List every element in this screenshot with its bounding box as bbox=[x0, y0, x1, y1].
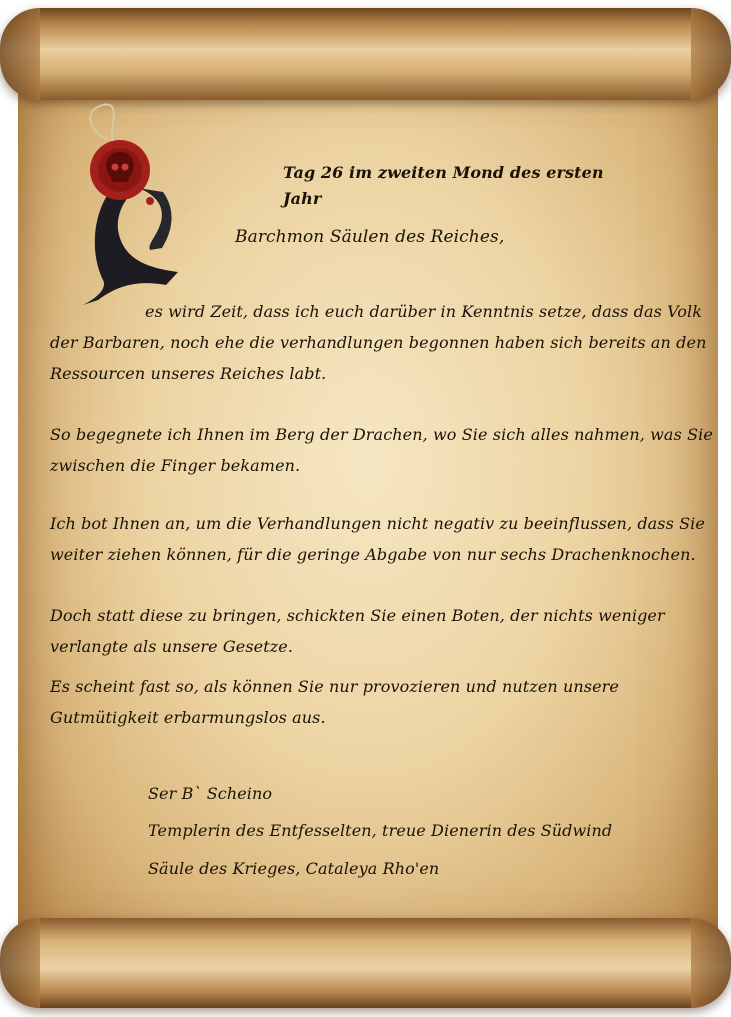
wax-seal-skull-icon bbox=[78, 100, 198, 305]
letter-paragraph-3 bbox=[50, 508, 705, 570]
signature-rank: Säule des Krieges, Cataleya Rho'en bbox=[148, 859, 440, 878]
paragraph-line: weiter ziehen können, für die geringe Abgabe von nur sechs Drachenknochen. bbox=[50, 545, 696, 564]
paragraph-line: Ressourcen unseres Reiches labt. bbox=[50, 364, 327, 383]
signature-name: Ser B` Scheino bbox=[148, 784, 273, 803]
letter-paragraph-1 bbox=[50, 296, 707, 389]
paragraph-line: verlangte als unsere Gesetze. bbox=[50, 637, 294, 656]
seal-bead bbox=[146, 197, 154, 205]
roll-edge-right bbox=[691, 8, 731, 100]
bottom-scroll-roll bbox=[0, 918, 731, 1008]
roll-edge-right bbox=[691, 918, 731, 1008]
paragraph-line: Gutmütigkeit erbarmungslos aus. bbox=[50, 708, 326, 727]
paragraph-line: So begegnete ich Ihnen im Berg der Drachen, wo Sie sich alles nahmen, was Sie bbox=[50, 425, 713, 444]
paragraph-line: Ich bot Ihnen an, um die Verhandlungen nicht negativ zu beeinflussen, dass Sie bbox=[50, 514, 705, 533]
paragraph-line: es wird Zeit, dass ich euch darüber in Kenntnis setze, dass das Volk bbox=[145, 302, 703, 321]
letter-paragraph-2 bbox=[50, 419, 713, 481]
letter-salutation: Barchmon Säulen des Reiches, bbox=[235, 227, 505, 247]
skull-eye bbox=[112, 164, 119, 171]
paragraph-line: Es scheint fast so, als können Sie nur provozieren und nutzen unsere bbox=[50, 677, 619, 696]
ribbon-tail bbox=[138, 188, 172, 250]
roll-edge-left bbox=[0, 8, 40, 100]
paragraph-line: der Barbaren, noch ehe die verhandlungen begonnen haben sich bereits an den bbox=[50, 333, 707, 352]
letter-paragraph-4 bbox=[50, 600, 690, 662]
signature-title: Templerin des Entfesselten, treue Dienerin des Südwind bbox=[148, 821, 613, 840]
top-scroll-roll bbox=[0, 8, 731, 100]
paragraph-line: Doch statt diese zu bringen, schickten Sie einen Boten, der nichts weniger bbox=[50, 606, 665, 625]
letter-date: Tag 26 im zweiten Mond des ersten Jahr bbox=[283, 163, 604, 208]
skull-eye bbox=[122, 164, 129, 171]
roll-edge-left bbox=[0, 918, 40, 1008]
letter-paragraph-5 bbox=[50, 671, 690, 733]
paragraph-line: zwischen die Finger bekamen. bbox=[50, 456, 301, 475]
